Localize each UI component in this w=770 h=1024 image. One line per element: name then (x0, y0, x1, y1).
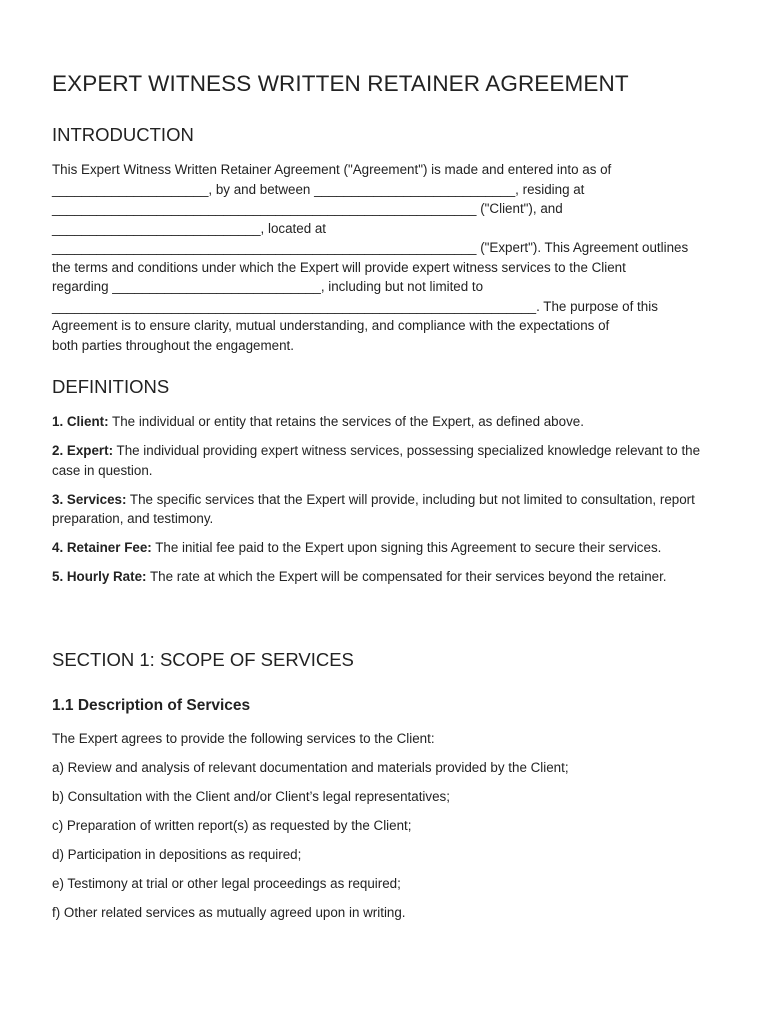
definition-text: The individual or entity that retains the services of the Expert, as defined above. (108, 414, 584, 429)
definition-term: 3. Services: (52, 491, 127, 507)
service-item: d) Participation in depositions as required; (52, 847, 302, 862)
intro-line: both parties throughout the engagement. (52, 337, 294, 353)
introduction-heading: INTRODUCTION (52, 124, 194, 145)
intro-line: Agreement is to ensure clarity, mutual understanding, and compliance with the expectations of (52, 318, 610, 333)
intro-line: _________________________________________________________________. The purpose of this (52, 298, 658, 314)
service-item: e) Testimony at trial or other legal proceedings as required; (52, 876, 401, 891)
definition-item (52, 538, 732, 558)
intro-line: the terms and conditions under which the Expert will provide expert witness services to the Client (52, 259, 626, 275)
service-item: b) Consultation with the Client and/or Client’s legal representatives; (52, 789, 450, 804)
section1-1-heading: 1.1 Description of Services (52, 697, 251, 714)
service-item: a) Review and analysis of relevant documentation and materials provided by the Client; (52, 760, 569, 775)
services-list (52, 729, 732, 932)
definition-text: The rate at which the Expert will be compensated for their services beyond the retainer. (146, 569, 667, 584)
definition-term: 4. Retainer Fee: (52, 540, 152, 555)
introduction-paragraph (52, 160, 688, 355)
definition-text: The individual providing expert witness services, possessing specialized knowledge relevant to the case in question. (52, 443, 701, 478)
intro-line: regarding ____________________________, including but not limited to (52, 279, 484, 294)
intro-line: _________________________________________________________ ("Expert"). This Agreement outlines (52, 240, 689, 255)
intro-line: _____________________, by and between ___________________________, residing at (52, 181, 585, 197)
document-title: EXPERT WITNESS WRITTEN RETAINER AGREEMENT (52, 71, 629, 96)
definition-item (52, 490, 732, 529)
definition-text: The specific services that the Expert will provide, including but not limited to consultation, report preparation, and testimony. (52, 491, 695, 526)
definitions-heading: DEFINITIONS (52, 376, 170, 397)
definition-text: The initial fee paid to the Expert upon signing this Agreement to secure their services. (151, 540, 662, 555)
service-item: f) Other related services as mutually agreed upon in writing. (52, 905, 406, 920)
definition-term: 1. Client: (52, 414, 109, 429)
definition-term: 5. Hourly Rate: (52, 569, 147, 584)
definition-term: 2. Expert: (52, 443, 114, 458)
intro-line: ____________________________, located at (52, 220, 327, 236)
service-item: c) Preparation of written report(s) as requested by the Client; (52, 818, 412, 833)
definition-item (52, 441, 732, 480)
intro-line: This Expert Witness Written Retainer Agreement ("Agreement") is made and entered into as of (52, 162, 612, 177)
definition-item (52, 567, 732, 587)
services-intro: The Expert agrees to provide the following services to the Client: (52, 731, 435, 746)
section1-heading: SECTION 1: SCOPE OF SERVICES (52, 649, 354, 670)
definitions-list (52, 412, 732, 596)
definition-item (52, 412, 732, 432)
intro-line: _________________________________________________________ ("Client"), and (52, 201, 563, 216)
